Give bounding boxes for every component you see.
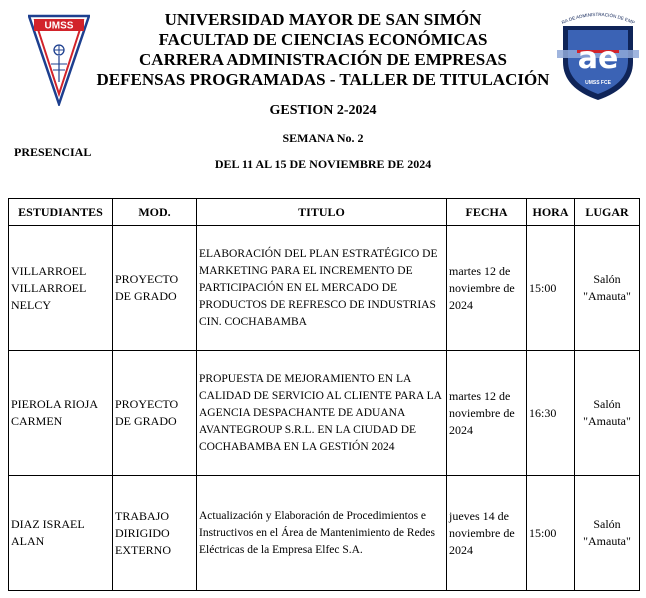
col-header-hora: HORA <box>527 199 575 226</box>
cell-fecha: martes 12 de noviembre de 2024 <box>447 351 527 476</box>
table-row <box>9 476 640 591</box>
ae-logo-letter: ae <box>577 41 619 76</box>
col-header-estudiantes: ESTUDIANTES <box>9 199 113 226</box>
faculty-name: FACULTAD DE CIENCIAS ECONÓMICAS <box>158 30 488 49</box>
cell-fecha: jueves 14 de noviembre de 2024 <box>447 476 527 591</box>
date-range: DEL 11 AL 15 DE NOVIEMBRE DE 2024 <box>214 157 432 171</box>
defense-schedule-table <box>8 198 640 591</box>
col-header-lugar: LUGAR <box>575 199 640 226</box>
svg-text:CARRERA DE ADMINISTRACIÓN DE E <box>555 6 636 25</box>
col-header-titulo: TITULO <box>197 199 447 226</box>
cell-lugar: Salón "Amauta" <box>575 226 640 351</box>
table-row <box>9 351 640 476</box>
cell-mod: PROYECTO DE GRADO <box>113 351 197 476</box>
cell-titulo: PROPUESTA DE MEJORAMIENTO EN LA CALIDAD DE SERVICIO AL CLIENTE PARA LA AGENCIA DESPACHANTE DE ADUANA AVANTEGROUP S.R.L. EN LA CIUDAD DE COCHABAMBA EN LA GESTIÓN 2024 <box>197 351 447 476</box>
cell-lugar: Salón "Amauta" <box>575 476 640 591</box>
col-header-mod: MOD. <box>113 199 197 226</box>
gestion-title: GESTION 2-2024 <box>269 103 377 118</box>
cell-hora: 15:00 <box>527 226 575 351</box>
cell-hora: 16:30 <box>527 351 575 476</box>
cell-titulo: ELABORACIÓN DEL PLAN ESTRATÉGICO DE MARKETING PARA EL INCREMENTO DE PARTICIPACIÓN EN EL MERCADO DE PRODUCTOS DE REFRESCO DE INDUSTRIAS CIN. COCHABAMBA <box>197 226 447 351</box>
university-name: UNIVERSIDAD MAYOR DE SAN SIMÓN <box>164 10 482 29</box>
cell-titulo: Actualización y Elaboración de Procedimientos e Instructivos en el Área de Mantenimiento de Redes Eléctricas de la Empresa Elfec S.A. <box>197 476 447 591</box>
table-header-row <box>9 199 640 226</box>
career-name: CARRERA ADMINISTRACIÓN DE EMPRESAS <box>139 50 507 69</box>
week-title: SEMANA No. 2 <box>282 131 364 145</box>
cell-fecha: martes 12 de noviembre de 2024 <box>447 226 527 351</box>
program-title: DEFENSAS PROGRAMADAS - TALLER DE TITULACIÓN <box>96 70 550 89</box>
modality-label: PRESENCIAL <box>14 145 92 159</box>
cell-estudiantes: PIEROLA RIOJA CARMEN <box>9 351 113 476</box>
ae-career-logo <box>555 6 641 102</box>
umss-logo-text: UMSS <box>44 20 74 32</box>
cell-lugar: Salón "Amauta" <box>575 351 640 476</box>
umss-logo <box>28 14 90 106</box>
col-header-fecha: FECHA <box>447 199 527 226</box>
cell-estudiantes: DIAZ ISRAEL ALAN <box>9 476 113 591</box>
cell-mod: TRABAJO DIRIGIDO EXTERNO <box>113 476 197 591</box>
cell-mod: PROYECTO DE GRADO <box>113 226 197 351</box>
table-row <box>9 226 640 351</box>
ae-logo-arc-text: RA DE ADMINISTRACIÓN DE EMP <box>560 11 636 26</box>
ae-logo-sub: UMSS FCE <box>585 80 611 86</box>
cell-hora: 15:00 <box>527 476 575 591</box>
cell-estudiantes: VILLARROEL VILLARROEL NELCY <box>9 226 113 351</box>
